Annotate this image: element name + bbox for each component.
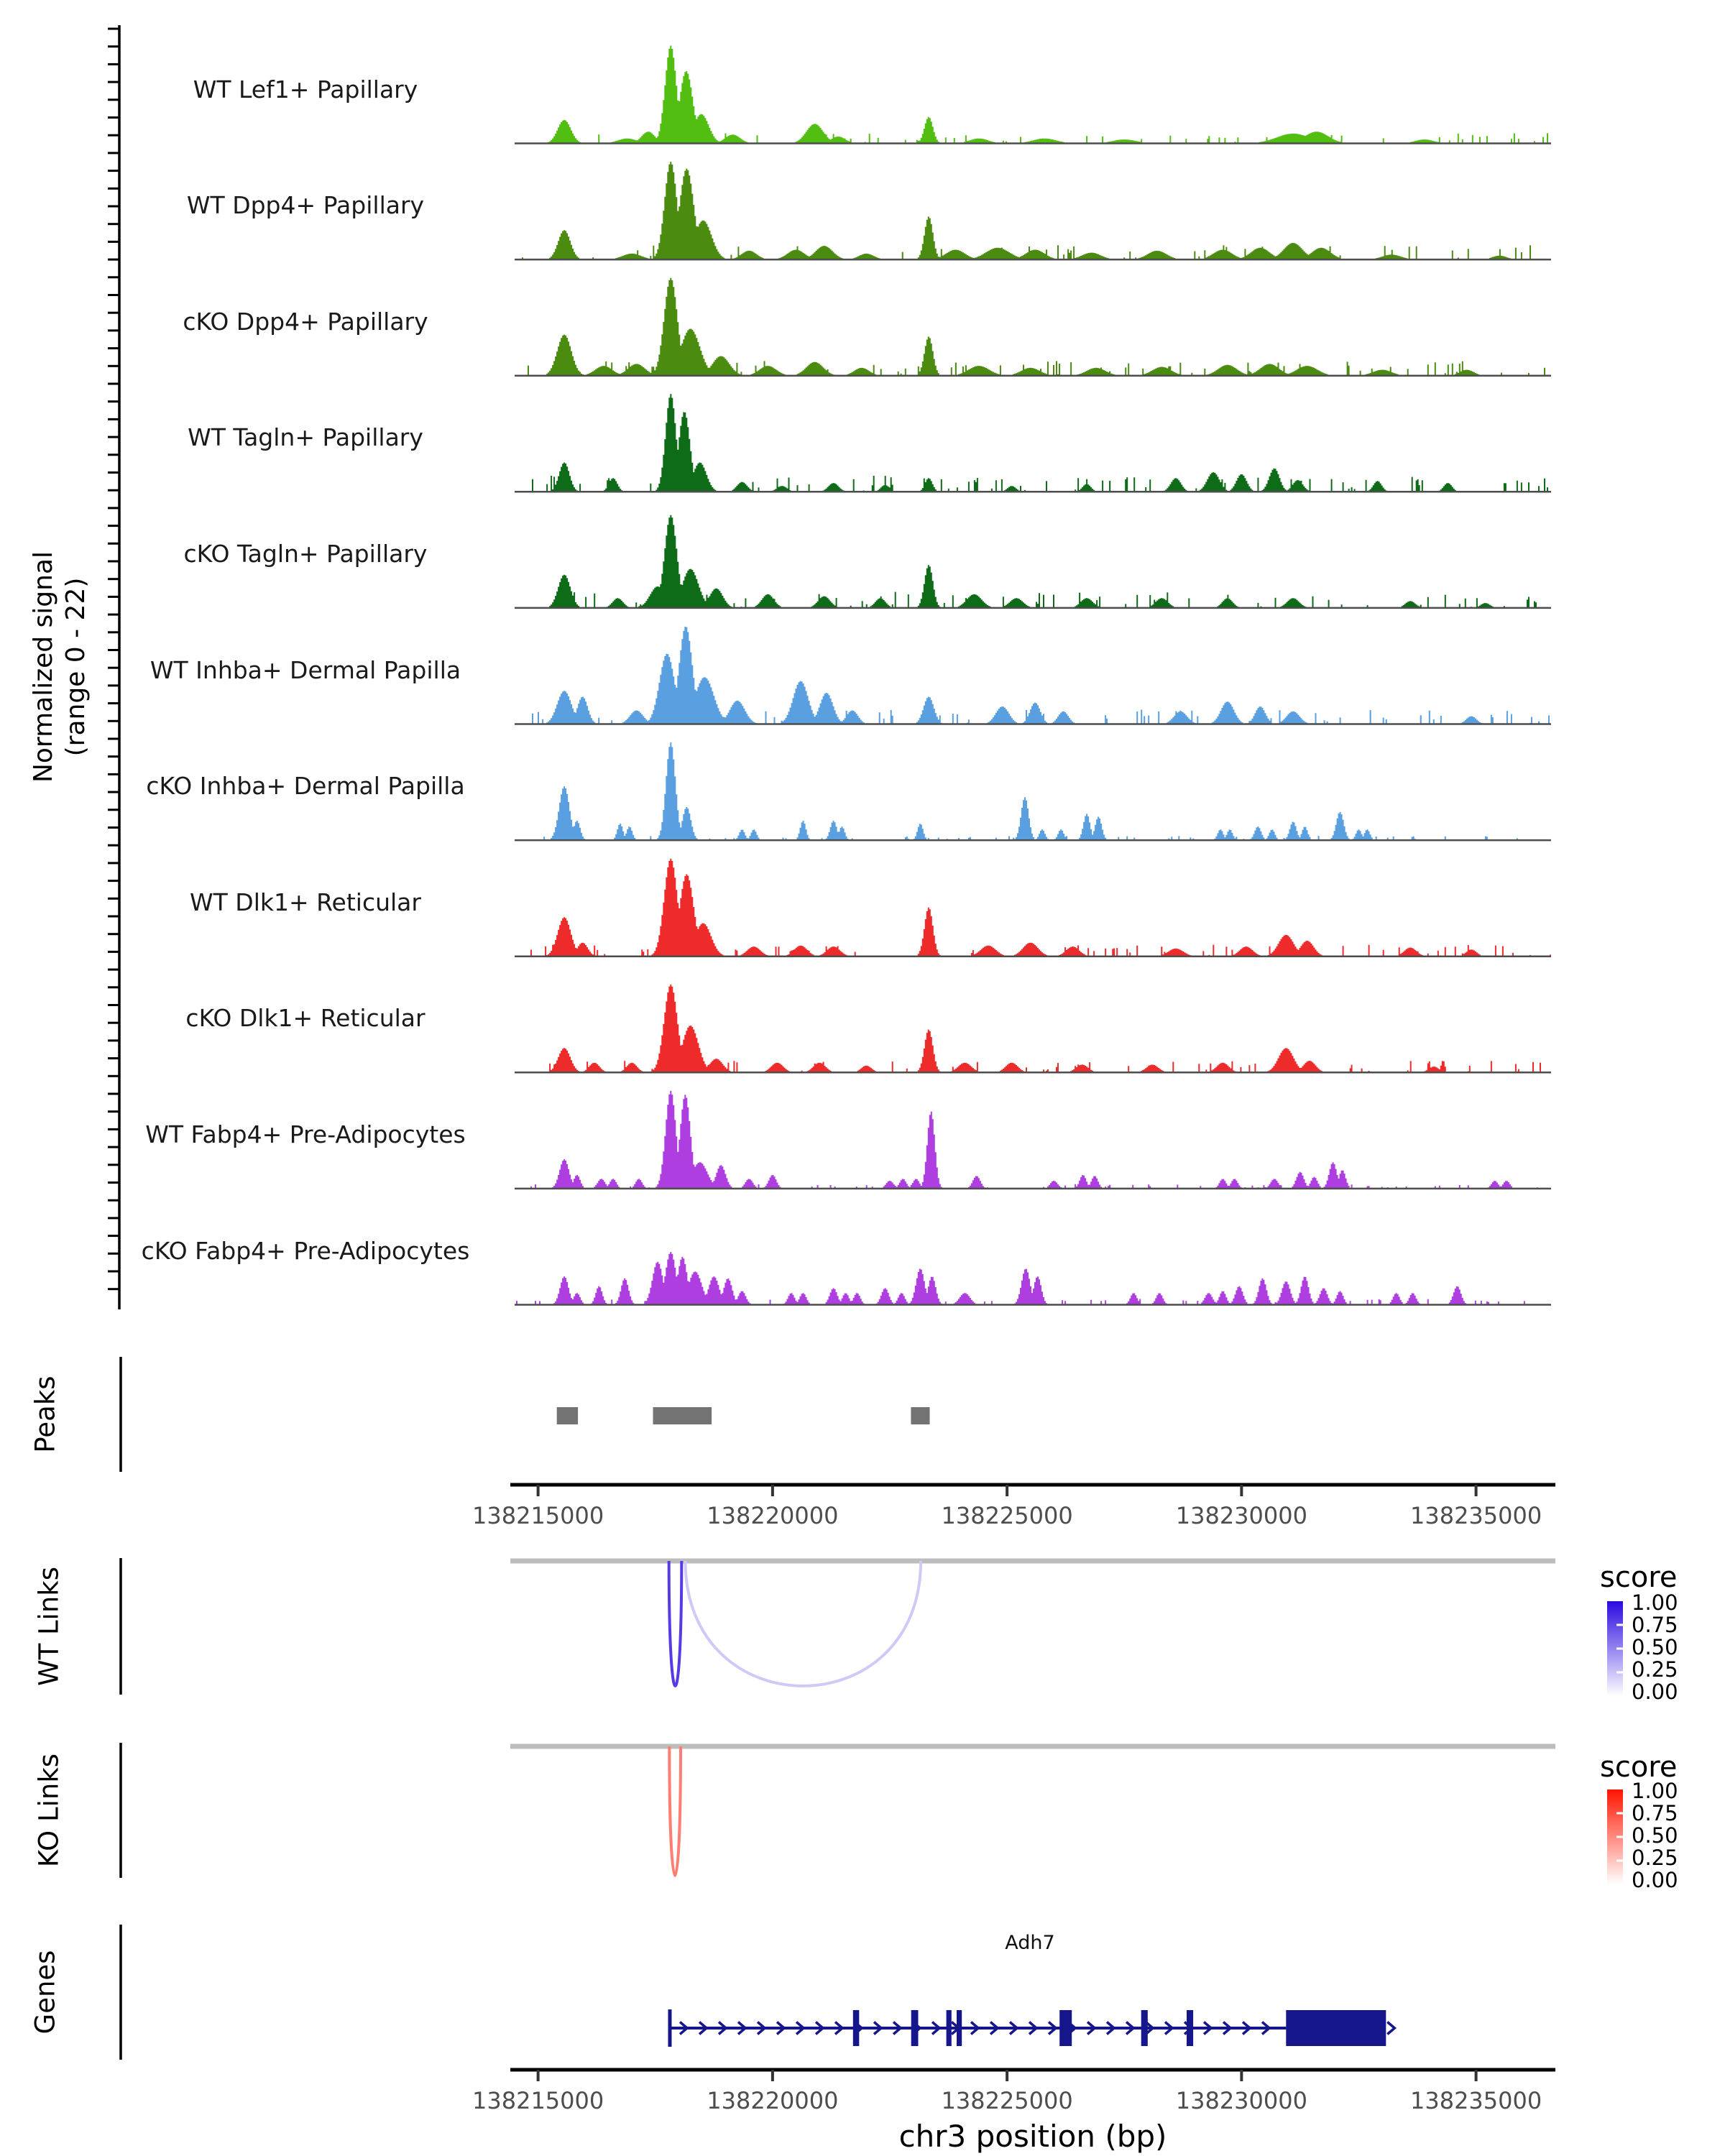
gene-cds-box [1286, 2010, 1386, 2046]
ko-links-legend-title: score [1600, 1751, 1678, 1784]
coverage-track-area [515, 1252, 1551, 1304]
x-axis-tick-label: 138225000 [941, 2087, 1073, 2114]
x-axis-tick-label: 138230000 [1175, 1502, 1307, 1529]
track-label: cKO Dpp4+ Papillary [183, 307, 428, 336]
score-legend-tick [1616, 1624, 1623, 1626]
ko-links-section-label: KO Links [33, 1753, 65, 1868]
gene-exon [947, 2010, 952, 2046]
gene-exon [1187, 2010, 1193, 2046]
link-arc [669, 1561, 682, 1686]
score-legend-label: 0.50 [1632, 1823, 1678, 1848]
score-legend-label: 0.75 [1632, 1801, 1678, 1825]
x-axis-tick-label: 138235000 [1409, 2087, 1542, 2114]
gene-tss-mark [668, 2009, 671, 2047]
link-arc [686, 1561, 921, 1686]
links-baseline-bar [510, 1744, 1555, 1749]
track-label: cKO Dlk1+ Reticular [185, 1004, 426, 1033]
genes-section-label: Genes [29, 1950, 61, 2035]
track-label: cKO Fabp4+ Pre-Adipocytes [141, 1236, 470, 1265]
gene-exon [853, 2010, 860, 2046]
track-label: WT Fabp4+ Pre-Adipocytes [145, 1120, 466, 1148]
coverage-track-area [515, 627, 1551, 724]
gene-exon [1059, 2010, 1072, 2046]
gene-end-arrow [1387, 2022, 1394, 2035]
score-legend-tick [1616, 1836, 1623, 1838]
x-axis-tick-label: 138220000 [707, 1502, 839, 1529]
coverage-track-area [515, 985, 1551, 1072]
score-legend-label: 0.25 [1632, 1657, 1678, 1682]
peaks-section-label: Peaks [29, 1376, 61, 1453]
gene-exon [1141, 2010, 1148, 2046]
x-axis-tick-label: 138235000 [1409, 1502, 1542, 1529]
coverage-track-area [515, 162, 1551, 259]
score-legend-label: 0.00 [1632, 1868, 1678, 1892]
score-legend-label: 0.25 [1632, 1846, 1678, 1870]
y-axis-label-line1: Normalized signal [29, 550, 58, 783]
coverage-track-area [515, 278, 1551, 376]
coverage-track-area [515, 515, 1551, 608]
x-axis-tick-label: 138220000 [707, 2087, 839, 2114]
score-legend-label: 1.00 [1632, 1779, 1678, 1803]
wt-links-section-label: WT Links [33, 1567, 65, 1686]
track-label: WT Dlk1+ Reticular [190, 888, 421, 916]
link-arc [669, 1746, 681, 1876]
x-axis-tick-label: 138215000 [472, 2087, 604, 2114]
y-axis-label [27, 551, 92, 783]
track-label: cKO Inhba+ Dermal Papilla [146, 772, 465, 801]
gene-exon [911, 2010, 919, 2046]
peak-interval [911, 1407, 929, 1424]
score-legend-tick [1616, 1672, 1623, 1674]
track-label: cKO Tagln+ Papillary [183, 539, 428, 568]
peak-interval [557, 1407, 578, 1424]
y-axis-label-line2: (range 0 - 22) [61, 577, 91, 757]
coverage-track-area [515, 1091, 1551, 1189]
coverage-track-area [515, 859, 1551, 957]
wt-links-legend-title: score [1600, 1561, 1678, 1594]
coverage-track-area [515, 394, 1551, 492]
gene-exon [957, 2010, 962, 2046]
x-axis-title: chr3 position (bp) [898, 2119, 1167, 2154]
track-label: WT Tagln+ Papillary [188, 423, 423, 452]
score-legend-label: 0.75 [1632, 1613, 1678, 1637]
score-legend-tick [1616, 1812, 1623, 1815]
links-baseline-bar [510, 1559, 1555, 1564]
gene-name-label: Adh7 [1005, 1932, 1055, 1954]
x-axis-tick-label: 138230000 [1175, 2087, 1307, 2114]
score-legend-tick [1616, 1860, 1623, 1862]
score-legend-label: 0.00 [1632, 1680, 1678, 1704]
track-label: WT Dpp4+ Papillary [186, 191, 425, 220]
track-label: WT Inhba+ Dermal Papilla [150, 655, 461, 684]
score-legend-tick [1616, 1648, 1623, 1650]
x-axis-tick-label: 138225000 [941, 1502, 1073, 1529]
coverage-track-area [515, 742, 1551, 840]
score-legend-label: 1.00 [1632, 1590, 1678, 1615]
coverage-track-area [515, 46, 1551, 144]
x-axis-tick-label: 138215000 [472, 1502, 604, 1529]
track-label: WT Lef1+ Papillary [193, 75, 418, 103]
score-legend-label: 0.50 [1632, 1635, 1678, 1659]
peak-interval [653, 1407, 712, 1424]
